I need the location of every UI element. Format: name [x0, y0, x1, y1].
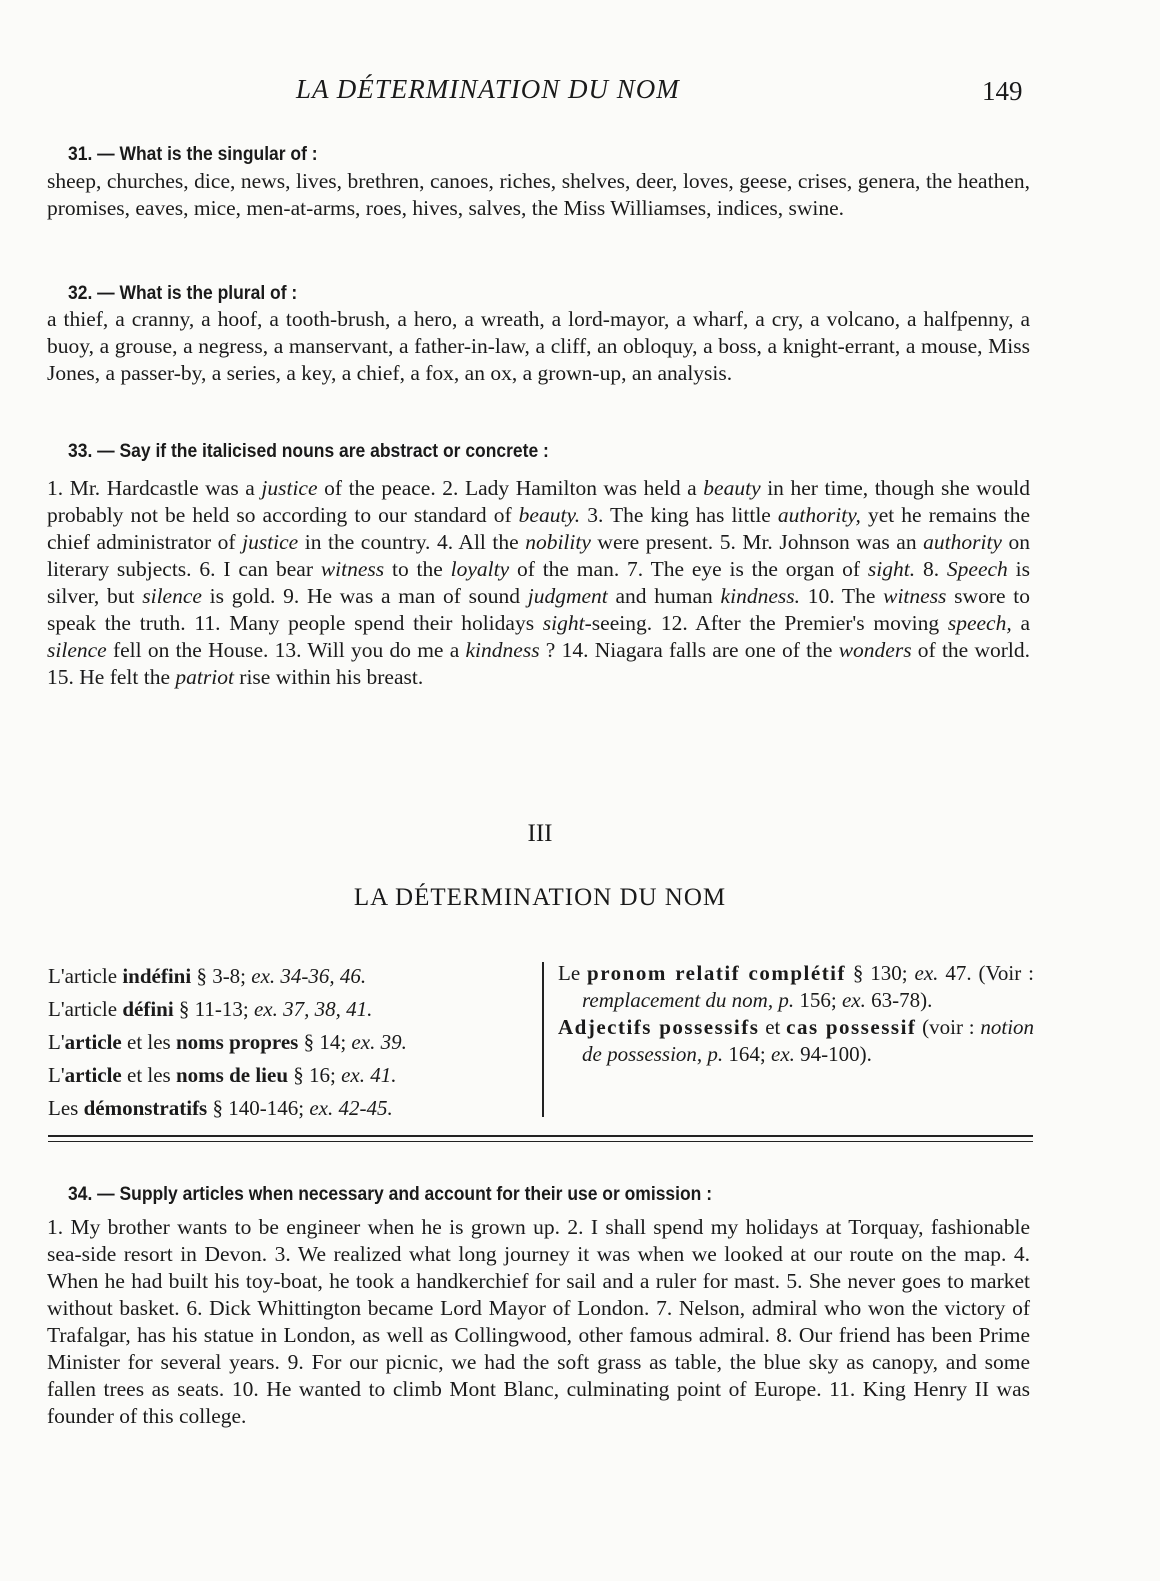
exercise-32-heading: 32. — What is the plural of : [68, 283, 298, 304]
text-run: 3. The king has little [580, 503, 778, 527]
text-run: § 14; [298, 1030, 352, 1054]
italic-term: nobility [525, 530, 591, 554]
italic-term: ex. 41. [341, 1063, 397, 1087]
summary-left-column [48, 960, 530, 1125]
italic-term: beauty. [518, 503, 581, 527]
double-rule-top [48, 1135, 1033, 1137]
italic-term: ex. [771, 1042, 795, 1066]
italic-term: ex. 42-45. [309, 1096, 393, 1120]
exercise-34-heading: 34. — Supply articles when necessary and account for their use or omission : [68, 1184, 713, 1205]
text-run: and human [607, 584, 721, 608]
summary-line [48, 1026, 530, 1059]
summary-line [48, 1059, 530, 1092]
double-rule-bottom [48, 1141, 1033, 1142]
text-run: § 140-146; [207, 1096, 310, 1120]
italic-term: justice [261, 476, 318, 500]
text-run: § 130; [846, 961, 915, 985]
bold-term: pronom relatif complétif [587, 961, 847, 985]
italic-term: witness [883, 584, 947, 608]
text-run: yet he remains the chief administrator of [47, 503, 1030, 554]
text-run: of the man. 7. The eye is the organ of [509, 557, 868, 581]
exercise-34-text: 1. My brother wants to be engineer when he is grown up. 2. I shall spend my holidays at Torquay, fashionable sea-side resort in Devon. 3. We realized what long journey it was when we looked at our route on the map. 4. When he had built his toy-boat, he took a handkerchief for sail and a ruler for mast. 5. She never goes to market without basket. 6. Dick Whittington became Lord Mayor of London. 7. Nelson, admiral who won the victory of Trafalgar, has his statue in London, as well as Collingwood, other famous admiral. 8. Our friend has been Prime Minister for several years. 9. For our picnic, we had the soft grass as table, the blue sky as canopy, and some fallen trees as seats. 10. He wanted to climb Mont Blanc, culminating point of Europe. 11. King Henry II was founder of this college. [47, 1215, 1030, 1428]
summary-line [48, 993, 530, 1026]
italic-term: ex. 34-36, 46. [251, 964, 367, 988]
text-run: 164; [723, 1042, 772, 1066]
italic-term: wonders [838, 638, 912, 662]
italic-term: justice [242, 530, 299, 554]
text-run: in the country. 4. All the [298, 530, 526, 554]
italic-term: remplacement du nom, p. [582, 988, 795, 1012]
italic-term: ex. 37, 38, 41. [253, 997, 373, 1021]
text-run: et les [121, 1063, 176, 1087]
text-run: to the [384, 557, 451, 581]
exercise-32-text: a thief, a cranny, a hoof, a tooth-brush, a hero, a wreath, a lord-mayor, a wharf, a cry, a volcano, a halfpenny, a buoy, a grouse, a negress, a manservant, a father-in-law, a cliff, an obloquy, a boss, a knight-errant, a mouse, Miss Jones, a passer-by, a series, a key, a chief, a fox, an ox, a grown-up, an analysis. [47, 307, 1030, 385]
text-run: is gold. 9. He was a man of sound [201, 584, 528, 608]
summary-line [48, 1092, 530, 1125]
text-run: 47. (Voir : [938, 961, 1034, 985]
text-run: in her time, though she would probably not be held so according to our standard of [47, 476, 1030, 527]
italic-term: sight. [867, 557, 916, 581]
text-run: of the world. 15. He felt the [47, 638, 1031, 689]
text-run: Le [558, 961, 588, 985]
text-run: 1. Mr. Hardcastle was a [47, 476, 262, 500]
italic-term: notion de possession, p. [582, 1015, 1035, 1066]
exercise-33-text [47, 475, 1030, 691]
text-run: a [1011, 611, 1030, 635]
text-run: § 11-13; [173, 997, 254, 1021]
section-number: III [527, 820, 553, 847]
text-run: rise within his breast. [233, 665, 424, 689]
bold-term: noms de lieu [175, 1063, 288, 1087]
italic-term: ex. [914, 961, 939, 985]
italic-term: speech, [947, 611, 1012, 635]
summary-entry [558, 1014, 1034, 1068]
bold-term: noms propres [175, 1030, 299, 1054]
text-run: ? 14. Niagara falls are one of the [539, 638, 839, 662]
text-run: L'article [48, 997, 123, 1021]
text-run: L' [48, 1030, 65, 1054]
bold-term: article [64, 1063, 122, 1087]
summary-right-column [558, 960, 1034, 1068]
bold-term: défini [122, 997, 174, 1021]
italic-term: kindness [465, 638, 540, 662]
exercise-31-text: sheep, churches, dice, news, lives, brethren, canoes, riches, shelves, deer, loves, geese, crises, genera, the heathen, promises, eaves, mice, men-at-arms, roes, hives, salves, the Miss Williamses, indices, swine. [47, 169, 1030, 220]
summary-line [48, 960, 530, 993]
text-run: L'article [48, 964, 123, 988]
italic-term: ex. [841, 988, 866, 1012]
text-run: 8. [915, 557, 947, 581]
text-run: et [759, 1015, 787, 1039]
text-run: 10. The [799, 584, 884, 608]
bold-term: cas possessif [786, 1015, 917, 1039]
text-run: § 16; [288, 1063, 342, 1087]
italic-term: judgment [527, 584, 608, 608]
text-run: on literary subjects. 6. I can bear [47, 530, 1030, 581]
bold-term: article [64, 1030, 122, 1054]
text-run: 156; [794, 988, 842, 1012]
column-divider [542, 962, 544, 1117]
italic-term: silence [47, 638, 107, 662]
italic-term: authority [923, 530, 1002, 554]
text-run: § 3-8; [191, 964, 252, 988]
text-run: swore to speak the truth. 11. Many people spend their holidays [47, 584, 1030, 635]
italic-term: beauty [703, 476, 761, 500]
text-run: fell on the House. 13. Will you do me a [106, 638, 466, 662]
italic-term: ex. 39. [351, 1030, 407, 1054]
text-run: is silver, but [47, 557, 1030, 608]
section-title: LA DÉTERMINATION DU NOM [353, 884, 727, 911]
text-run: -seeing. 12. After the Premier's moving [584, 611, 948, 635]
text-run: et les [121, 1030, 176, 1054]
page-number: 149 [982, 76, 1023, 106]
text-run: 94-100). [794, 1042, 872, 1066]
italic-term: sight [542, 611, 585, 635]
italic-term: witness [320, 557, 385, 581]
text-run: of the peace. 2. Lady Hamilton was held a [317, 476, 704, 500]
text-run: (voir : [916, 1015, 981, 1039]
bold-term: démonstratifs [83, 1096, 208, 1120]
bold-term: Adjectifs possessifs [558, 1015, 760, 1039]
bold-term: indéfini [122, 964, 192, 988]
exercise-33-heading: 33. — Say if the italicised nouns are abstract or concrete : [68, 441, 549, 462]
text-run: were present. 5. Mr. Johnson was an [590, 530, 924, 554]
summary-entry [558, 960, 1034, 1014]
italic-term: Speech [946, 557, 1008, 581]
running-title: LA DÉTERMINATION DU NOM [296, 74, 680, 104]
text-run: L' [48, 1063, 65, 1087]
text-run: 63-78). [865, 988, 933, 1012]
exercise-31-heading: 31. — What is the singular of : [68, 144, 318, 165]
italic-term: loyalty [450, 557, 510, 581]
text-run: Les [48, 1096, 84, 1120]
italic-term: silence [142, 584, 202, 608]
italic-term: patriot [175, 665, 234, 689]
italic-term: kindness. [720, 584, 800, 608]
italic-term: authority, [777, 503, 861, 527]
